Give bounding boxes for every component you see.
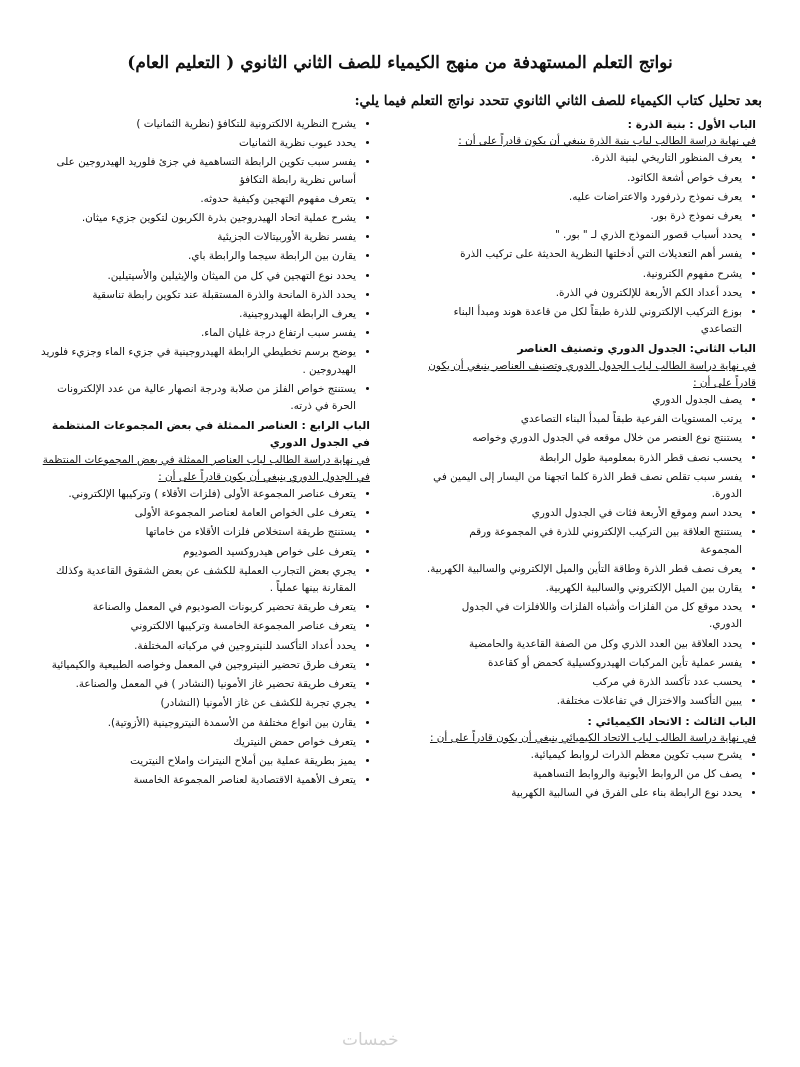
list-item: • يتعرف طريقة تحضير كربونات الصوديوم في المعمل والصناعة [34, 599, 356, 616]
list-item: • يعرف المنظور التاريخي لبنية الذرة. [426, 150, 742, 167]
list-item: • يحدد أسباب قصور النموذج الذري لـ " بور. " [426, 227, 742, 244]
list-item: • يحدد موقع كل من الفلزات وأشباه الفلزات واللافلزات في الجدول الدوري. [426, 599, 742, 633]
list-item: • يعرف نموذج رذرفورد والاعتراضات عليه. [426, 189, 742, 206]
list-item: • يصف الجدول الدوري [426, 392, 742, 409]
list-item: • يقارن بين انواع مختلفة من الأسمدة النيتروجينية (الأزوتية). [34, 715, 356, 732]
list-item: • يحدد الذرة المانحة والذرة المستقبلة عند تكوين رابطة تناسقية [34, 287, 356, 304]
list-item: • يوضح برسم تخطيطي الرابطة الهيدروجينية في جزيء الماء وجزيء فلوريد الهيدروجين . [34, 344, 356, 378]
list-item: • يحسب عدد تأكسد الذرة في مركب [426, 674, 742, 691]
page-subtitle: بعد تحليل كتاب الكيمياء للصف الثاني الثانوي تتحدد نواتج التعلم فيما يلي: [354, 93, 762, 109]
list-item: • يميز بطريقة عملية بين أملاح النيترات واملاح النيتريت [34, 753, 356, 770]
list-item: • يشرح عملية اتحاد الهيدروجين بذرة الكربون لتكوين جزيء ميثان. [34, 210, 356, 227]
list-item: • يجري بعض التجارب العملية للكشف عن بعض الشقوق القاعدية وكذلك المقارنة بينها عملياً . [34, 563, 356, 597]
list-item: • يرتب المستويات الفرعية طبقاً لمبدأ البناء التصاعدي [426, 411, 742, 428]
list-item: • يصف كل من الروابط الأيونية والروابط التساهمية [426, 766, 742, 783]
list-item: • يشرح النظرية الالكترونية للتكافؤ (نظرية الثمانيات ) [34, 116, 356, 133]
list-item: • يحسب نصف قطر الذرة بمعلومية طول الرابطة [426, 450, 742, 467]
list-item: • يشرح مفهوم الكترونية. [426, 266, 742, 283]
list-item: • يتعرف طريقة تحضير غاز الأمونيا (النشادر ) في المعمل والصناعة. [34, 676, 356, 693]
list-item: • يحدد نوع التهجين في كل من الميثان والإيثيلين والأسيتيلين. [34, 268, 356, 285]
list-item: • يحدد أعداد الكم الأربعة للإلكترون في الذرة. [426, 285, 742, 302]
chapter-2-list [426, 392, 756, 710]
list-item: • يعرف نموذج ذرة بور. [426, 208, 742, 225]
list-item: • يفسر نظرية الأوربيتالات الجزيئية [34, 229, 356, 246]
list-item: • يستنتج طريقة استخلاص فلزات الأقلاء من خاماتها [34, 524, 356, 541]
list-item: • يتعرف طرق تحضير النيتروجين في المعمل وخواصه الطبيعية والكيميائية [34, 657, 356, 674]
chapter-4-intro: في نهاية دراسة الطالب لباب العناصر الممثلة في بعض المجموعات المنتظمة في الجدول الدوري ينبغي أن يكون قادراً على أن : [42, 453, 370, 483]
list-item: • يتعرف مفهوم التهجين وكيفية حدوثه. [34, 191, 356, 208]
chapter-2-heading: الباب الثاني: الجدول الدوري وتصنيف العناصر [517, 342, 756, 356]
list-item: • يتعرف الأهمية الاقتصادية لعناصر المجموعة الخامسة [34, 772, 356, 789]
chapter-3-list [426, 747, 756, 803]
list-item: • يعرف خواص أشعة الكاثود. [426, 170, 742, 187]
list-item: • يتعرف عناصر المجموعة الأولى (فلزات الأقلاء ) وتركيبها الإلكتروني. [34, 486, 356, 503]
list-item: • يفسر سبب تقلص نصف قطر الذرة كلما اتجهنا من اليسار إلى اليمين في الدورة. [426, 469, 742, 503]
list-item: • يحدد العلاقة بين العدد الذري وكل من الصفة القاعدية والحامضية [426, 636, 742, 653]
list-item: • يفسر أهم التعديلات التي أدخلتها النظرية الحديثة على تركيب الذرة [426, 246, 742, 263]
chapter-4-list [34, 486, 370, 789]
list-item: • يشرح سبب تكوين معظم الذرات لروابط كيميائية. [426, 747, 742, 764]
list-item: • يعرف الرابطة الهيدروجينية. [34, 306, 356, 323]
chapter-1-intro: في نهاية دراسة الطالب لباب بنية الذرة ينبغي أن يكون قادراً على أن : [458, 135, 756, 148]
left-column [34, 116, 370, 791]
list-item: • يحدد عيوب نظرية الثمانيات [34, 135, 356, 152]
page-title: نواتج التعلم المستهدفة من منهج الكيمياء للصف الثاني الثانوي ( التعليم العام) [127, 53, 673, 73]
list-item: • يفسر عملية تأين المركبات الهيدروكسيلية كحمض أو كقاعدة [426, 655, 742, 672]
list-item: • يستنتج نوع العنصر من خلال موقعه في الجدول الدوري وخواصه [426, 430, 742, 447]
right-column [426, 116, 756, 805]
chapter-3-intro: في نهاية دراسة الطالب لباب الاتحاد الكيميائي ينبغي أن يكون قادراً على أن : [429, 731, 756, 744]
chapter-4-heading: الباب الرابع : العناصر الممثلة في بعض المجموعات المنتظمة في الجدول الدوري [51, 419, 370, 450]
list-item: • يتعرف عناصر المجموعة الخامسة وتركيبها الالكتروني [34, 618, 356, 635]
chapter-3-continued-list [34, 116, 370, 415]
list-item: • يجري تجربة للكشف عن غاز الأمونيا (النشادر) [34, 695, 356, 712]
watermark: خمسات [342, 1030, 399, 1050]
chapter-3-heading: الباب الثالث : الاتحاد الكيميائي : [587, 714, 756, 728]
list-item: • يحدد اسم وموقع الأربعة فئات في الجدول الدوري [426, 505, 742, 522]
list-item: • يستنتج خواص الفلز من صلابة ودرجة انصهار عالية من عدد الإلكترونات الحرة في ذرته. [34, 381, 356, 415]
list-item: • يستنتج العلاقة بين التركيب الإلكتروني للذرة في المجموعة ورقم المجموعة [426, 524, 742, 558]
list-item: • يعرف نصف قطر الذرة وطاقة التأين والميل الإلكتروني والسالبية الكهربية. [426, 561, 742, 578]
list-item: • يتعرف على الخواص العامة لعناصر المجموعة الأولى [34, 505, 356, 522]
list-item: • يتعرف على خواص هيدروكسيد الصوديوم [34, 544, 356, 561]
list-item: • يحدد أعداد التأكسد للنيتروجين في مركباته المختلفة. [34, 638, 356, 655]
chapter-1-heading: الباب الأول : بنية الذرة : [627, 118, 756, 131]
list-item: • يحدد نوع الرابطة بناء على الفرق في السالبية الكهربية [426, 785, 742, 802]
list-item: • يبين التأكسد والاختزال في تفاعلات مختلفة. [426, 693, 742, 710]
list-item: • بوزع التركيب الإلكتروني للذرة طبقاً لكل من قاعدة هوند ومبدأ البناء التصاعدي [426, 304, 742, 338]
chapter-2-intro: في نهاية دراسة الطالب لباب الجدول الدوري وتصنيف العناصر ينبغي أن يكون قادراً على أن : [428, 359, 756, 389]
list-item: • يفسر سبب تكوين الرابطة التساهمية في جزئ فلوريد الهيدروجين على أساس نظرية رابطة التكافؤ [34, 154, 356, 188]
list-item: • يقارن بين الرابطة سيجما والرابطة باي. [34, 248, 356, 265]
list-item: • يفسر سبب ارتفاع درجة غليان الماء. [34, 325, 356, 342]
list-item: • يقارن بين الميل الإلكتروني والسالبية الكهربية. [426, 580, 742, 597]
list-item: • يتعرف خواص حمض النيتريك [34, 734, 356, 751]
chapter-1-list [426, 150, 756, 338]
